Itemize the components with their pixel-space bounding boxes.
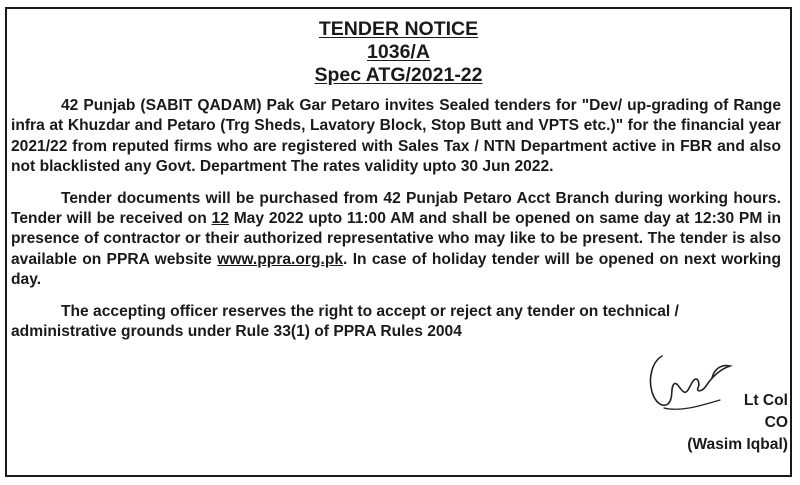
signature-block (687, 390, 788, 456)
submission-text-2: May 2022 upto 11:00 AM and shall be opened on same day at 12:30 PM in presence of contractor or their authorized representative who may like to be present. The tender is also available on PPRA website (11, 210, 781, 268)
notice-header (7, 18, 790, 87)
signatory-appointment: CO (764, 414, 788, 431)
notice-number: 1036/A (367, 41, 430, 63)
submission-text-3: . In case of holiday tender will be opened on next working day. (11, 250, 781, 289)
notice-title: TENDER NOTICE (318, 18, 479, 40)
ppra-website-link[interactable]: www.ppra.org.pk (217, 250, 344, 268)
signatory-name: (Wasim Iqbal) (687, 436, 788, 453)
signatory-rank: Lt Col (743, 392, 788, 409)
submission-date-day: 12 (211, 210, 229, 228)
paragraph-submission (11, 189, 781, 291)
submission-text-1: Tender documents will be purchased from 42 Punjab Petaro Acct Branch during working hours. Tender will be received on (11, 189, 781, 228)
paragraph-invitation: 42 Punjab (SABIT QADAM) Pak Gar Petaro invites Sealed tenders for "Dev/ up-grading of Range infra at Khuzdar and Petaro (Trg Sheds, Lavatory Block, Stop Butt and VPTS etc.)" for the financial year 2021/22 from reputed firms who are registered with Sales Tax / NTN Department active in FBR and also not blacklisted any Govt. Department The rates validity upto 30 Jun 2022. (11, 97, 781, 176)
notice-body (11, 96, 781, 353)
paragraph-rights: The accepting officer reserves the right to accept or reject any tender on technical / administrative grounds under Rule 33(1) of PPRA Rules 2004 (11, 302, 679, 341)
notice-spec: Spec ATG/2021-22 (314, 64, 483, 86)
